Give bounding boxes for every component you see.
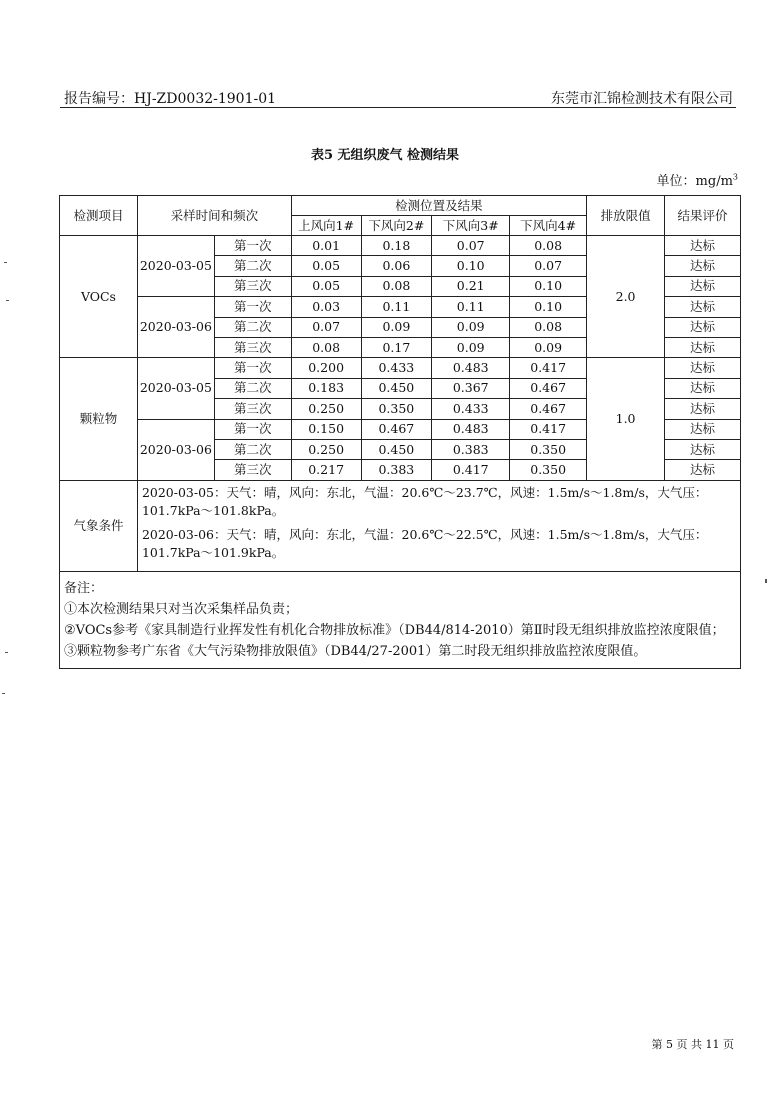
header-location-3: 下风向3# xyxy=(432,216,510,236)
scan-speck xyxy=(2,693,5,694)
unit-label: 单位：$mg/m^3$ xyxy=(656,172,738,189)
frequency-cell: 第一次 xyxy=(214,297,291,317)
value-cell: 0.350 xyxy=(361,399,432,419)
value-cell: 0.183 xyxy=(291,378,361,398)
value-cell: 0.433 xyxy=(361,358,432,378)
frequency-cell: 第二次 xyxy=(214,378,291,398)
value-cell: 0.08 xyxy=(510,236,587,256)
value-cell: 0.21 xyxy=(432,276,510,296)
sample-date-cell: 2020-03-05 xyxy=(137,358,214,419)
header-location-4: 下风向4# xyxy=(510,216,587,236)
value-cell: 0.417 xyxy=(510,419,587,439)
evaluation-cell: 达标 xyxy=(665,358,741,378)
sample-date-cell: 2020-03-06 xyxy=(137,419,214,480)
weather-line: 2020-03-05：天气：晴，风向：东北，气温：20.6℃～23.7℃，风速：1.5m/s～1.8m/s，大气压：101.7kPa～101.8kPa。 xyxy=(141,484,708,518)
weather-row xyxy=(60,480,741,571)
value-cell: 0.07 xyxy=(510,256,587,276)
value-cell: 0.08 xyxy=(510,317,587,337)
value-cell: 0.350 xyxy=(510,439,587,459)
limit-cell: 2.0 xyxy=(587,236,665,358)
evaluation-cell: 达标 xyxy=(665,236,741,256)
page-number: 第 5 页 共 11 页 xyxy=(651,1038,734,1051)
value-cell: 0.09 xyxy=(510,337,587,357)
header-evaluation: 结果评价 xyxy=(665,196,741,236)
evaluation-cell: 达标 xyxy=(665,378,741,398)
value-cell: 0.09 xyxy=(361,317,432,337)
evaluation-cell: 达标 xyxy=(665,276,741,296)
evaluation-cell: 达标 xyxy=(665,337,741,357)
header-location-group: 检测位置及结果 xyxy=(291,196,586,216)
table-row xyxy=(60,358,741,378)
results-table xyxy=(59,195,741,669)
value-cell: 0.03 xyxy=(291,297,361,317)
value-cell: 0.08 xyxy=(361,276,432,296)
scan-speck xyxy=(6,300,9,301)
value-cell: 0.250 xyxy=(291,399,361,419)
frequency-cell: 第三次 xyxy=(214,337,291,357)
value-cell: 0.08 xyxy=(291,337,361,357)
weather-line: 2020-03-06：天气：晴，风向：东北，气温：20.6℃～22.5℃，风速：1.5m/s～1.8m/s，大气压：101.7kPa～101.9kPa。 xyxy=(141,526,708,560)
scan-speck xyxy=(4,262,7,263)
value-cell: 0.07 xyxy=(291,317,361,337)
frequency-cell: 第三次 xyxy=(214,399,291,419)
value-cell: 0.17 xyxy=(361,337,432,357)
value-cell: 0.18 xyxy=(361,236,432,256)
value-cell: 0.250 xyxy=(291,439,361,459)
table-row xyxy=(60,236,741,256)
scan-speck xyxy=(5,652,8,653)
value-cell: 0.450 xyxy=(361,439,432,459)
header-divider xyxy=(60,107,736,108)
value-cell: 0.09 xyxy=(432,337,510,357)
value-cell: 0.450 xyxy=(361,378,432,398)
weather-label: 气象条件 xyxy=(60,480,138,571)
value-cell: 0.01 xyxy=(291,236,361,256)
frequency-cell: 第二次 xyxy=(214,439,291,459)
value-cell: 0.433 xyxy=(432,399,510,419)
frequency-cell: 第一次 xyxy=(214,419,291,439)
value-cell: 0.383 xyxy=(432,439,510,459)
value-cell: 0.367 xyxy=(432,378,510,398)
value-cell: 0.350 xyxy=(510,460,587,480)
value-cell: 0.07 xyxy=(432,236,510,256)
limit-cell: 1.0 xyxy=(587,358,665,480)
value-cell: 0.467 xyxy=(361,419,432,439)
value-cell: 0.11 xyxy=(432,297,510,317)
frequency-cell: 第三次 xyxy=(214,460,291,480)
frequency-cell: 第三次 xyxy=(214,276,291,296)
frequency-cell: 第二次 xyxy=(214,256,291,276)
frequency-cell: 第一次 xyxy=(214,236,291,256)
item-name-cell: 颗粒物 xyxy=(60,358,138,480)
evaluation-cell: 达标 xyxy=(665,297,741,317)
note-item: ①本次检测结果只对当次采集样品负责； xyxy=(64,601,299,617)
company-name: 东莞市汇锦检测技术有限公司 xyxy=(551,91,733,107)
evaluation-cell: 达标 xyxy=(665,439,741,459)
scan-speck xyxy=(765,579,767,583)
value-cell: 0.200 xyxy=(291,358,361,378)
evaluation-cell: 达标 xyxy=(665,317,741,337)
value-cell: 0.05 xyxy=(291,276,361,296)
value-cell: 0.10 xyxy=(510,297,587,317)
value-cell: 0.10 xyxy=(432,256,510,276)
evaluation-cell: 达标 xyxy=(665,399,741,419)
value-cell: 0.467 xyxy=(510,378,587,398)
value-cell: 0.10 xyxy=(510,276,587,296)
header-location-1: 上风向1# xyxy=(291,216,361,236)
sample-date-cell: 2020-03-05 xyxy=(137,236,214,297)
note-item: ②VOCs参考《家具制造行业挥发性有机化合物排放标准》（DB44/814-2010）第Ⅱ时段无组织排放监控浓度限值； xyxy=(64,622,725,638)
table-title: 表5 无组织废气 检测结果 xyxy=(310,148,460,163)
weather-conditions xyxy=(137,480,740,571)
value-cell: 0.417 xyxy=(432,460,510,480)
value-cell: 0.483 xyxy=(432,358,510,378)
value-cell: 0.467 xyxy=(510,399,587,419)
notes xyxy=(60,571,741,668)
header-time: 采样时间和频次 xyxy=(137,196,291,236)
value-cell: 0.217 xyxy=(291,460,361,480)
value-cell: 0.11 xyxy=(361,297,432,317)
value-cell: 0.150 xyxy=(291,419,361,439)
value-cell: 0.06 xyxy=(361,256,432,276)
notes-label: 备注： xyxy=(64,580,104,596)
frequency-cell: 第二次 xyxy=(214,317,291,337)
value-cell: 0.09 xyxy=(432,317,510,337)
header-limit: 排放限值 xyxy=(587,196,665,236)
header-item: 检测项目 xyxy=(60,196,138,236)
evaluation-cell: 达标 xyxy=(665,256,741,276)
note-item: ③颗粒物参考广东省《大气污染物排放限值》（DB44/27-2001）第二时段无组织排放监控浓度限值。 xyxy=(64,643,647,659)
header-location-2: 下风向2# xyxy=(361,216,432,236)
value-cell: 0.483 xyxy=(432,419,510,439)
report-number: 报告编号：HJ-ZD0032-1901-01 xyxy=(64,91,277,107)
evaluation-cell: 达标 xyxy=(665,460,741,480)
frequency-cell: 第一次 xyxy=(214,358,291,378)
evaluation-cell: 达标 xyxy=(665,419,741,439)
value-cell: 0.05 xyxy=(291,256,361,276)
notes-row xyxy=(60,571,741,668)
sample-date-cell: 2020-03-06 xyxy=(137,297,214,358)
item-name-cell: VOCs xyxy=(60,236,138,358)
value-cell: 0.417 xyxy=(510,358,587,378)
value-cell: 0.383 xyxy=(361,460,432,480)
